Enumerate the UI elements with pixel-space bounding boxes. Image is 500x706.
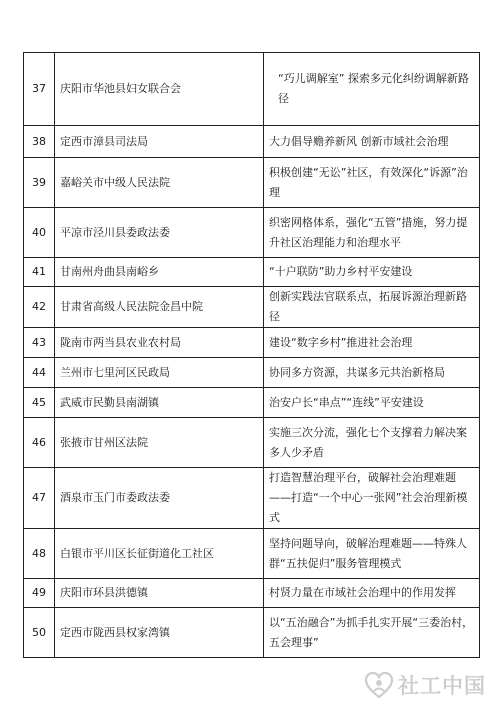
unit-name: 张掖市甘州区法院 <box>55 418 264 468</box>
project-title: 坚持问题导向，破解治理难题——特殊人群“五扶促归”服务管理模式 <box>264 529 480 579</box>
unit-name: 甘南州舟曲县南峪乡 <box>55 258 264 287</box>
project-title: 织密网格体系，强化“五管”措施，努力提升社区治理能力和治理水平 <box>264 208 480 258</box>
watermark <box>364 670 486 700</box>
heart-logo-icon <box>364 671 394 699</box>
table-row <box>24 579 480 608</box>
unit-name: 甘肃省高级人民法院金昌中院 <box>55 287 264 328</box>
row-number: 47 <box>24 468 55 529</box>
project-title: “十户联防”助力乡村平安建设 <box>264 258 480 287</box>
table-row <box>24 468 480 529</box>
project-title: 以“五治融合”为抓手扎实开展“三委治村，五会理事” <box>264 608 480 658</box>
row-number: 38 <box>24 126 55 158</box>
row-number: 48 <box>24 529 55 579</box>
table-row <box>24 388 480 418</box>
project-title: “巧儿调解室” 探索多元化纠纷调解新路径 <box>264 53 480 126</box>
row-number: 46 <box>24 418 55 468</box>
row-number: 44 <box>24 358 55 388</box>
row-number: 40 <box>24 208 55 258</box>
table-row <box>24 358 480 388</box>
unit-name: 庆阳市华池县妇女联合会 <box>55 53 264 126</box>
row-number: 50 <box>24 608 55 658</box>
table-row <box>24 328 480 358</box>
row-number: 41 <box>24 258 55 287</box>
project-title: 建设“数字乡村”推进社会治理 <box>264 328 480 358</box>
project-title: 协同多方资源，共谋多元共治新格局 <box>264 358 480 388</box>
table-row <box>24 287 480 328</box>
unit-name: 陇南市两当县农业农村局 <box>55 328 264 358</box>
unit-name: 定西市陇西县权家湾镇 <box>55 608 264 658</box>
unit-name: 嘉峪关市中级人民法院 <box>55 158 264 208</box>
project-title: 治安户长“串点”“连线”平安建设 <box>264 388 480 418</box>
unit-name: 白银市平川区长征街道化工社区 <box>55 529 264 579</box>
watermark-text: 社工中国 <box>398 674 486 698</box>
unit-name: 兰州市七里河区民政局 <box>55 358 264 388</box>
row-number: 39 <box>24 158 55 208</box>
project-title: 大力倡导赡养新风 创新市域社会治理 <box>264 126 480 158</box>
row-number: 45 <box>24 388 55 418</box>
project-title: 实施三次分流，强化七个支撑着力解决案多人少矛盾 <box>264 418 480 468</box>
project-title: 创新实践法官联系点，拓展诉源治理新路径 <box>264 287 480 328</box>
table-row <box>24 126 480 158</box>
table-row <box>24 53 480 126</box>
table-row <box>24 418 480 468</box>
project-title: 积极创建“无讼”社区，有效深化“诉源”治理 <box>264 158 480 208</box>
row-number: 37 <box>24 53 55 126</box>
table-row <box>24 208 480 258</box>
table-row <box>24 158 480 208</box>
award-list-table <box>23 52 480 658</box>
row-number: 42 <box>24 287 55 328</box>
unit-name: 定西市漳县司法局 <box>55 126 264 158</box>
unit-name: 平凉市泾川县委政法委 <box>55 208 264 258</box>
table-row <box>24 608 480 658</box>
row-number: 43 <box>24 328 55 358</box>
table-row <box>24 529 480 579</box>
table-row <box>24 258 480 287</box>
unit-name: 武威市民勤县南湖镇 <box>55 388 264 418</box>
project-title: 村贤力量在市域社会治理中的作用发挥 <box>264 579 480 608</box>
unit-name: 庆阳市环县洪德镇 <box>55 579 264 608</box>
unit-name: 酒泉市玉门市委政法委 <box>55 468 264 529</box>
project-title: 打造智慧治理平台，破解社会治理难题——打造“一个中心一张网”社会治理新模式 <box>264 468 480 529</box>
row-number: 49 <box>24 579 55 608</box>
